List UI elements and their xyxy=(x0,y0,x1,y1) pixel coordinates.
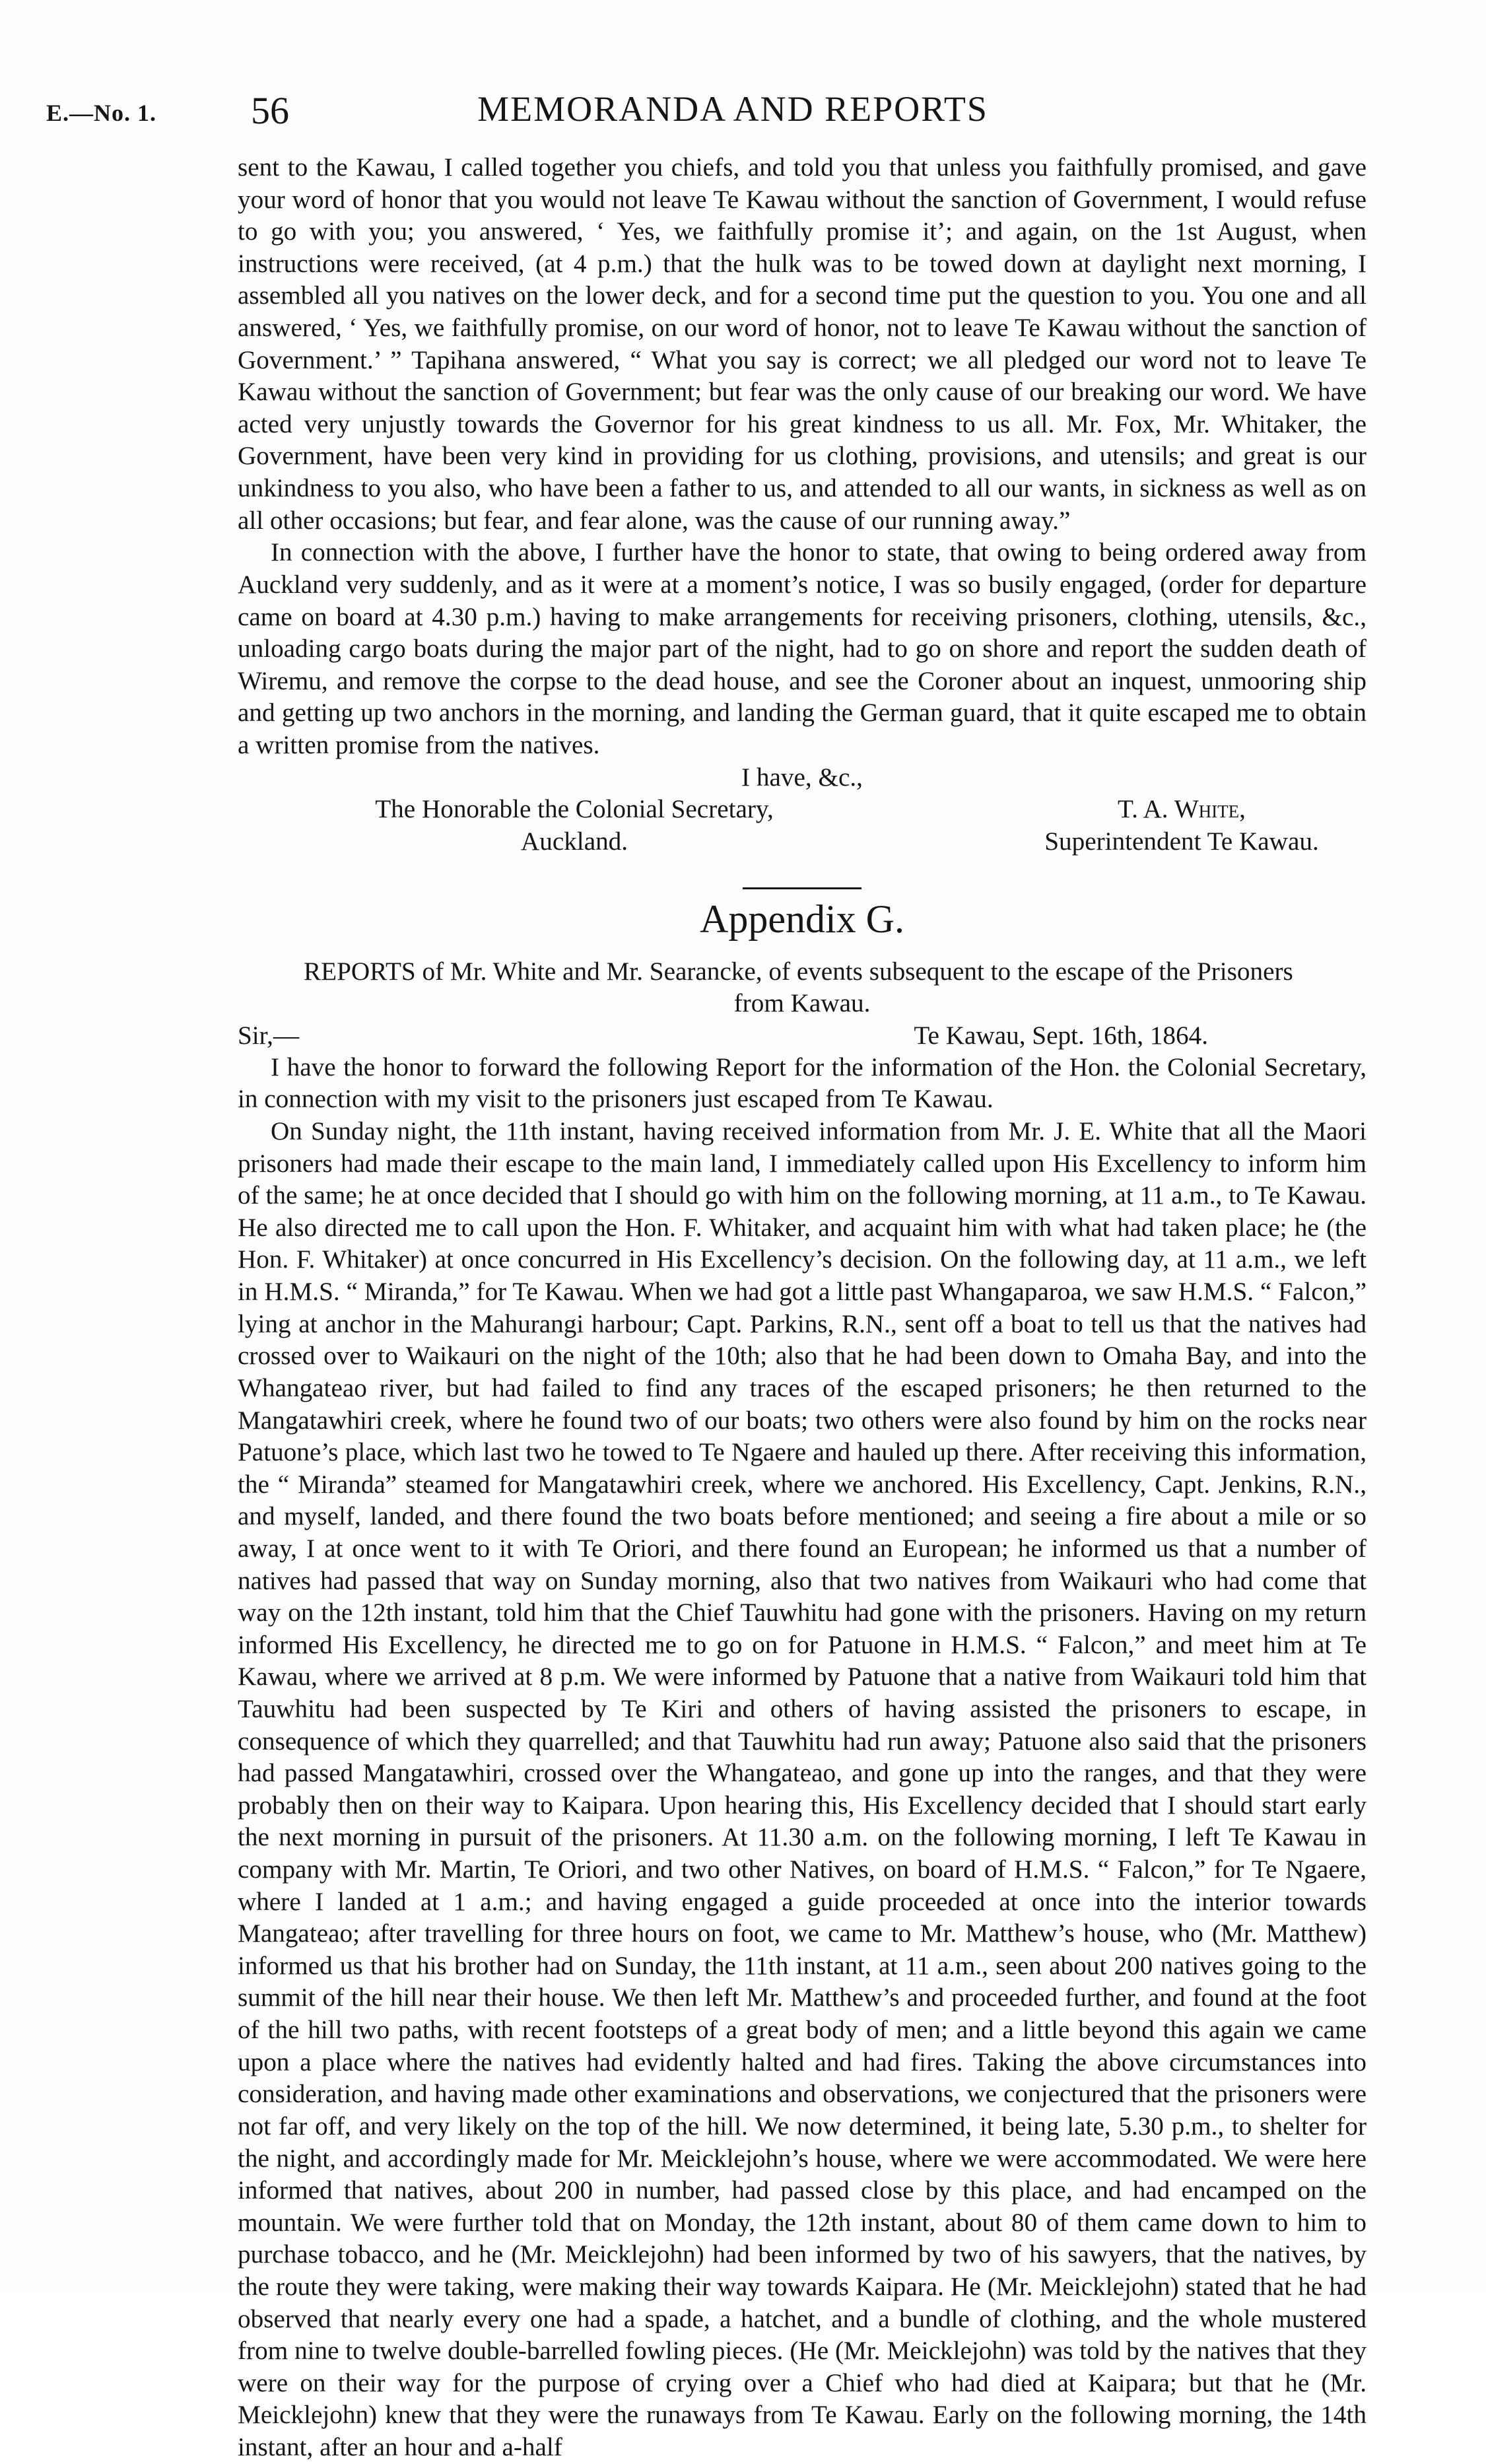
document-reference: E.—No. 1. xyxy=(46,100,157,126)
page-header xyxy=(46,86,1380,139)
salutation-row xyxy=(238,1020,1367,1052)
addressee xyxy=(304,794,845,858)
report-heading: REPORTS of Mr. White and Mr. Searancke, of events subsequent to the escape of the Prisoners xyxy=(304,957,1293,986)
letter-paragraph: In connection with the above, I further have the honor to state, that owing to being ordered away from Auckland very suddenly, and as it were at a moment’s notice, I was so busily engaged, (order for departure came on board at 4.30 p.m.) having to make arrangements for receiving prisoners, clothing, utensils, &c., unloading cargo boats during the major part of the night, had to go on shore and report the sudden death of Wiremu, and remove the corpse to the dead house, and see the Coroner about an inquest, unmooring ship and getting up two anchors in the morning, and landing the German guard, that it quite escaped me to obtain a written promise from the natives. xyxy=(238,538,1367,759)
report-paragraph: On Sunday night, the 11th instant, having received information from Mr. J. E. White that all the Maori prisoners had made their escape to the main land, I immediately called upon His Excellency to inform him of the same; he at once decided that I should go with him on the following morning, at 11 a.m., to Te Kawau. He also directed me to call upon the Hon. F. Whitaker, and acquaint him with what had taken place; he (the Hon. F. Whitaker) at once concurred in His Excellency’s decision. On the following day, at 11 a.m., we left in H.M.S. “ Miranda,” for Te Kawau. When we had got a little past Whangaparoa, we saw H.M.S. “ Falcon,” lying at anchor in the Mahurangi harbour; Capt. Parkins, R.N., sent off a boat to tell us that the natives had crossed over to Waikauri on the night of the 10th; also that he had been down to Omaha Bay, and into the Whangateao river, but had failed to find any traces of the escaped prisoners; he then returned to the Mangatawhiri creek, where he found two of our boats; two others were also found by him on the rocks near Patuone’s place, which last two he towed to Te Ngaere and hauled up there. After receiving this information, the “ Miranda” steamed for Mangatawhiri creek, where we anchored. His Excellency, Capt. Jenkins, R.N., and myself, landed, and there found the two boats before mentioned; and seeing a fire about a mile or so away, I at once went to it with Te Oriori, and there found an European; he informed us that a number of natives had passed that way on Sunday morning, also that two natives from Waikauri who had come that way on the 12th instant, told him that the Chief Tauwhitu had gone with the prisoners. Having on my return informed His Excellency, he directed me to go on for Patuone in H.M.S. “ Falcon,” and meet him at Te Kawau, where we arrived at 8 p.m. We were informed by Patuone that a native from Waikauri told him that Tauwhitu had been suspected by Te Kiri and others of having assisted the prisoners to escape, in consequence of which they quarrelled; and that Tauwhitu had run away; Patuone also said that the prisoners had passed Mangatawhiri, crossed over the Whangateao, and gone up into the ranges, and that they were probably then on their way to Kaipara. Upon hearing this, His Excellency decided that I should start early the next morning in pursuit of the prisoners. At 11.30 a.m. on the following morning, I left Te Kawau in company with Mr. Martin, Te Oriori, and two other Natives, on board of H.M.S. “ Falcon,” for Te Ngaere, where I landed at 1 a.m.; and having engaged a guide proceeded at once into the interior towards Mangateao; after travelling for three hours on foot, we came to Mr. Matthew’s house, who (Mr. Matthew) informed us that his brother had on Sunday, the 11th instant, at 11 a.m., seen about 200 natives going to the summit of the hill near their house. We then left Mr. Matthew’s and proceeded further, and found at the foot of the hill two paths, with recent footsteps of a great body of men; and a little beyond this again we came upon a place where the natives had evidently halted and had fires. Taking the above circumstances into consideration, and having made other examinations and observations, we conjectured that the prisoners were not far off, and very likely on the top of the hill. We now determined, it being late, 5.30 p.m., to shelter for the night, and accordingly made for Mr. Meicklejohn’s house, where we were accommodated. We were here informed that natives, about 200 in number, had passed close by this place, and had encamped on the mountain. We were further told that on Monday, the 12th instant, about 80 of them came down to him to purchase tobacco, and he (Mr. Meicklejohn) had been informed by two of his sawyers, that the natives, by the route they were taking, were making their way towards Kaipara. He (Mr. Meicklejohn) stated that he had observed that nearly every one had a spade, a hatchet, and a bundle of clothing, and the whole mustered from nine to twelve double-barrelled fowling pieces. (He (Mr. Meicklejohn) was told by the natives that they were on their way for the purpose of crying over a Chief who had died at Kaipara; but that he (Mr. Meicklejohn) knew that they were the runaways from Te Kawau. Early on the following morning, the 14th instant, after an hour and a-half xyxy=(238,1117,1367,2461)
signature-block xyxy=(238,794,1367,857)
signatory-name: T. A. White, xyxy=(1118,795,1246,824)
page-number: 56 xyxy=(251,89,289,132)
signatory xyxy=(997,794,1367,858)
page-body xyxy=(238,152,1367,2464)
letter-paragraph: sent to the Kawau, I called together you chiefs, and told you that unless you faithfully promised, and gave your word of honor that you would not leave Te Kawau without the sanction of Government, I would refuse to go with you; you answered, ‘ Yes, we faithfully promise it’; and again, on the 1st August, when instructions were received, (at 4 p.m.) that the hulk was to be towed down at daylight next morning, I assembled all you natives on the lower deck, and for a second time put the question to you. You one and all answered, ‘ Yes, we faithfully promise, on our word of honor, not to leave Te Kawau without the sanction of Government.’ ” Tapihana answered, “ What you say is correct; we all pledged our word not to leave Te Kawau without the sanction of Government; but fear was the only cause of our breaking our word. We have acted very unjustly towards the Governor for his great kindness to us all. Mr. Fox, Mr. Whitaker, the Government, have been very kind in providing for us clothing, provisions, and utensils; and great is our unkindness to you also, who have been a father to us, and attended to all our wants, in sickness as well as on all other occasions; but fear, and fear alone, was the cause of our running away.” xyxy=(238,153,1367,535)
section-divider xyxy=(743,887,861,889)
addressee-line: The Honorable the Colonial Secretary, xyxy=(375,795,774,824)
salutation: Sir,— xyxy=(238,1021,300,1050)
signatory-title: Superintendent Te Kawau. xyxy=(1044,827,1319,856)
dateline: Te Kawau, Sept. 16th, 1864. xyxy=(914,1021,1208,1050)
appendix-title: Appendix G. xyxy=(700,897,904,941)
report-heading-continued: from Kawau. xyxy=(733,989,871,1018)
report-paragraph: I have the honor to forward the following Report for the information of the Hon. the Colonial Secretary, in connection with my visit to the prisoners just escaped from Te Kawau. xyxy=(238,1052,1367,1114)
addressee-line: Auckland. xyxy=(520,827,628,856)
running-title: MEMORANDA AND REPORTS xyxy=(477,89,988,129)
letter-closing: I have, &c., xyxy=(741,763,863,792)
